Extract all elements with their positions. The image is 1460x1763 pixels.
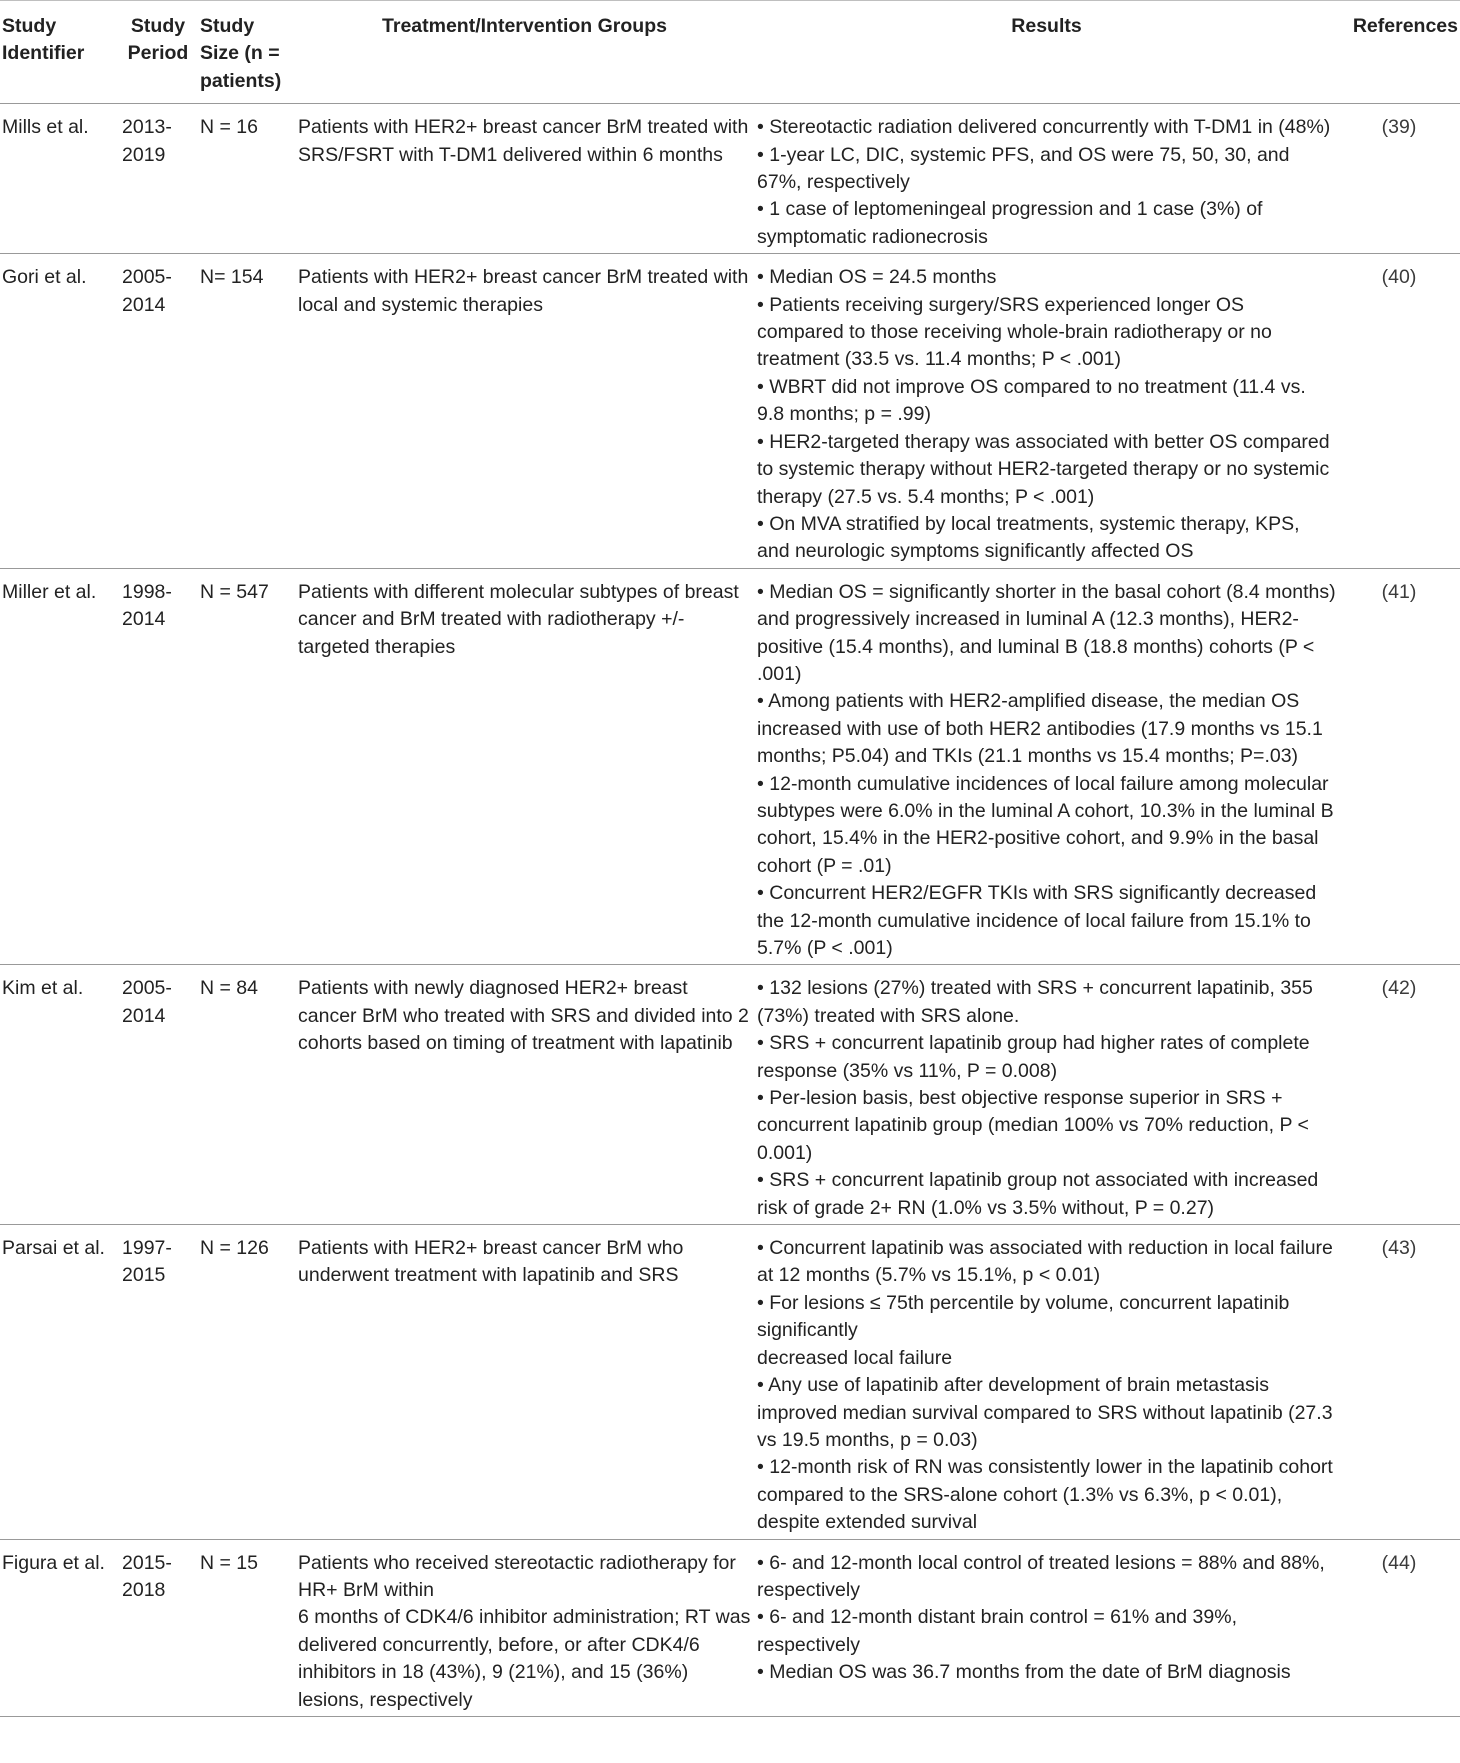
reference-link[interactable]: (42) xyxy=(1340,965,1460,1225)
header-treatment: Treatment/Intervention Groups xyxy=(296,1,755,104)
study-identifier: Gori et al. xyxy=(0,254,120,568)
header-references: References xyxy=(1340,1,1460,104)
treatment-groups: Patients with newly diagnosed HER2+ breast cancer BrM who treated with SRS and divided into 2 cohorts based on timing of treatment with lapatinib xyxy=(296,965,755,1225)
result-item: • Median OS = significantly shorter in the basal cohort (8.4 months) and progressively increased in luminal A (12.3 months), HER2-positive (15.4 months), and luminal B (18.8 months) cohorts (P < .001) xyxy=(757,579,1336,689)
result-item: • 1-year LC, DIC, systemic PFS, and OS were 75, 50, 30, and 67%, respectively xyxy=(757,142,1336,197)
results-cell xyxy=(755,568,1340,965)
header-study-period: Study Period xyxy=(120,1,198,104)
study-identifier: Parsai et al. xyxy=(0,1225,120,1539)
result-item: • Among patients with HER2-amplified disease, the median OS increased with use of both HER2 antibodies (17.9 months vs 15.1 months; P5.04) and TKIs (21.1 months vs 15.4 months; P=.03) xyxy=(757,688,1336,770)
study-size: N = 126 xyxy=(198,1225,296,1539)
result-item: • 6- and 12-month distant brain control = 61% and 39%, respectively xyxy=(757,1604,1336,1659)
study-period: 1998-2014 xyxy=(120,568,198,965)
results-cell xyxy=(755,104,1340,254)
treatment-line: 6 months of CDK4/6 inhibitor administration; RT was delivered concurrently, before, or after CDK4/6 inhibitors in 18 (43%), 9 (21%), and 15 (36%) lesions, respectively xyxy=(298,1606,751,1711)
result-item: • SRS + concurrent lapatinib group had higher rates of complete response (35% vs 11%, P = 0.008) xyxy=(757,1030,1336,1085)
study-period: 2005-2014 xyxy=(120,965,198,1225)
table-row xyxy=(0,254,1460,568)
result-item: • Any use of lapatinib after development of brain metastasis improved median survival compared to SRS without lapatinib (27.3 vs 19.5 months, p = 0.03) xyxy=(757,1372,1336,1454)
treatment-groups xyxy=(296,1539,755,1716)
header-study-size: Study Size (n = patients) xyxy=(198,1,296,104)
study-identifier: Mills et al. xyxy=(0,104,120,254)
study-size: N = 84 xyxy=(198,965,296,1225)
study-size: N = 16 xyxy=(198,104,296,254)
table-row xyxy=(0,568,1460,965)
result-item: • For lesions ≤ 75th percentile by volume, concurrent lapatinib significantly xyxy=(757,1290,1336,1345)
result-item: • 6- and 12-month local control of treated lesions = 88% and 88%, respectively xyxy=(757,1550,1336,1605)
result-item: • Per-lesion basis, best objective response superior in SRS + concurrent lapatinib group (median 100% vs 70% reduction, P < 0.001) xyxy=(757,1085,1336,1167)
treatment-groups: Patients with HER2+ breast cancer BrM treated with SRS/FSRT with T-DM1 delivered within 6 months xyxy=(296,104,755,254)
study-size: N = 15 xyxy=(198,1539,296,1716)
results-cell xyxy=(755,254,1340,568)
table-row xyxy=(0,1539,1460,1716)
study-period: 2005-2014 xyxy=(120,254,198,568)
treatment-groups: Patients with HER2+ breast cancer BrM who underwent treatment with lapatinib and SRS xyxy=(296,1225,755,1539)
result-item: • Median OS = 24.5 months xyxy=(757,264,1336,291)
study-identifier: Kim et al. xyxy=(0,965,120,1225)
treatment-groups: Patients with HER2+ breast cancer BrM treated with local and systemic therapies xyxy=(296,254,755,568)
results-cell xyxy=(755,1539,1340,1716)
result-item: • Patients receiving surgery/SRS experienced longer OS compared to those receiving whole-brain radiotherapy or no treatment (33.5 vs. 11.4 months; P < .001) xyxy=(757,292,1336,374)
result-item: • WBRT did not improve OS compared to no treatment (11.4 vs. 9.8 months; p = .99) xyxy=(757,374,1336,429)
result-item: • HER2-targeted therapy was associated with better OS compared to systemic therapy without HER2-targeted therapy or no systemic therapy (27.5 vs. 5.4 months; P < .001) xyxy=(757,429,1336,511)
header-results: Results xyxy=(755,1,1340,104)
result-item: • On MVA stratified by local treatments, systemic therapy, KPS, and neurologic symptoms significantly affected OS xyxy=(757,511,1336,566)
reference-link[interactable]: (39) xyxy=(1340,104,1460,254)
study-period: 2015-2018 xyxy=(120,1539,198,1716)
reference-link[interactable]: (44) xyxy=(1340,1539,1460,1716)
result-item: • 12-month risk of RN was consistently lower in the lapatinib cohort compared to the SRS-alone cohort (1.3% vs 6.3%, p < 0.01), despite extended survival xyxy=(757,1454,1336,1536)
study-size: N = 547 xyxy=(198,568,296,965)
table-row xyxy=(0,965,1460,1225)
study-size: N= 154 xyxy=(198,254,296,568)
study-identifier: Figura et al. xyxy=(0,1539,120,1716)
result-item: • 1 case of leptomeningeal progression and 1 case (3%) of symptomatic radionecrosis xyxy=(757,196,1336,251)
reference-link[interactable]: (43) xyxy=(1340,1225,1460,1539)
results-cell xyxy=(755,965,1340,1225)
result-item: • Concurrent HER2/EGFR TKIs with SRS significantly decreased the 12-month cumulative incidence of local failure from 15.1% to 5.7% (P < .001) xyxy=(757,880,1336,962)
table-row xyxy=(0,1225,1460,1539)
header-study-identifier: Study Identifier xyxy=(0,1,120,104)
study-period: 2013-2019 xyxy=(120,104,198,254)
result-item: • Concurrent lapatinib was associated with reduction in local failure at 12 months (5.7% vs 15.1%, p < 0.01) xyxy=(757,1235,1336,1290)
reference-link[interactable]: (41) xyxy=(1340,568,1460,965)
results-cell xyxy=(755,1225,1340,1539)
result-item: • 132 lesions (27%) treated with SRS + concurrent lapatinib, 355 (73%) treated with SRS alone. xyxy=(757,975,1336,1030)
table-row xyxy=(0,104,1460,254)
treatment-groups: Patients with different molecular subtypes of breast cancer and BrM treated with radiotherapy +/- targeted therapies xyxy=(296,568,755,965)
result-item: • Stereotactic radiation delivered concurrently with T-DM1 in (48%) xyxy=(757,114,1336,141)
reference-link[interactable]: (40) xyxy=(1340,254,1460,568)
result-item: • Median OS was 36.7 months from the date of BrM diagnosis xyxy=(757,1659,1336,1686)
study-identifier: Miller et al. xyxy=(0,568,120,965)
header-row xyxy=(0,1,1460,104)
result-item-continuation: decreased local failure xyxy=(757,1346,953,1369)
study-period: 1997-2015 xyxy=(120,1225,198,1539)
result-item: • 12-month cumulative incidences of local failure among molecular subtypes were 6.0% in the luminal A cohort, 10.3% in the luminal B cohort, 15.4% in the HER2-positive cohort, and 9.9% in the basal cohort (P = .01) xyxy=(757,771,1336,881)
result-item: • SRS + concurrent lapatinib group not associated with increased risk of grade 2+ RN (1.0% vs 3.5% without, P = 0.27) xyxy=(757,1167,1336,1222)
treatment-line: Patients who received stereotactic radiotherapy for HR+ BrM within xyxy=(298,1551,736,1601)
